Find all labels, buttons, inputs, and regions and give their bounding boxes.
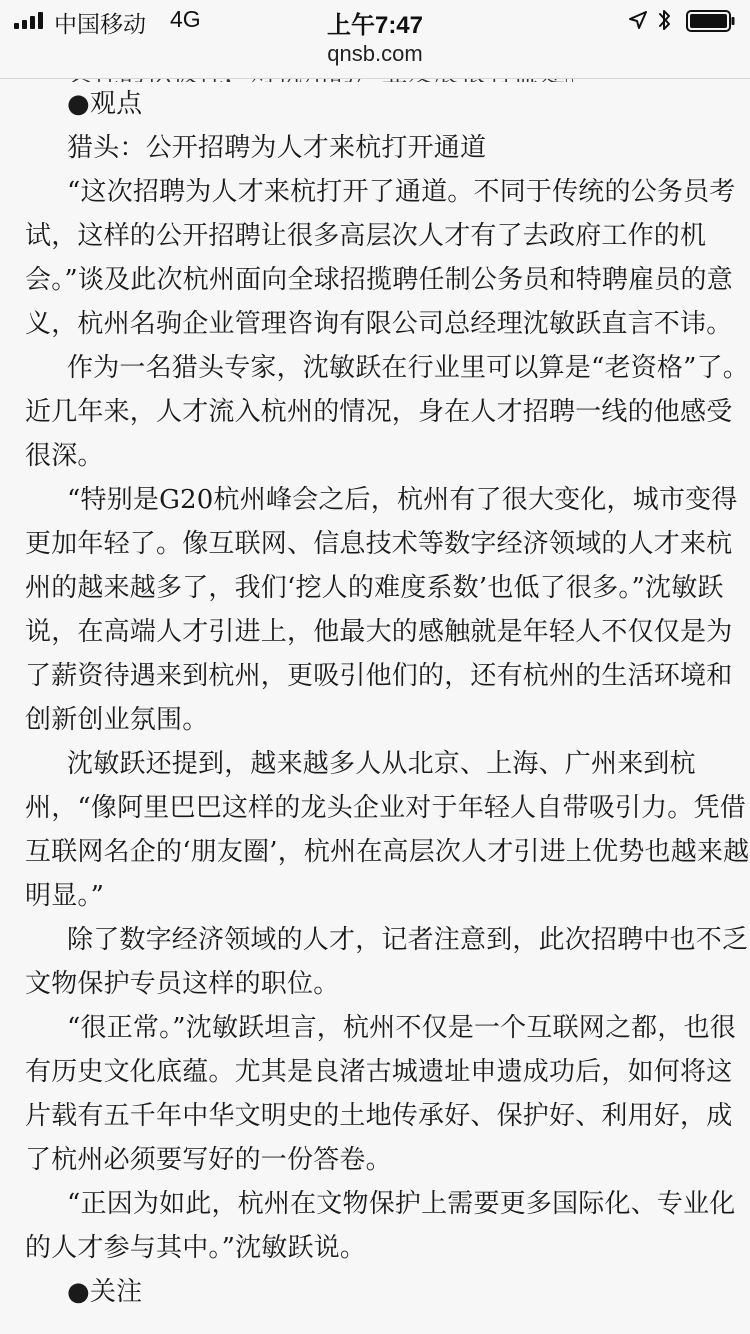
status-bar (0, 0, 750, 40)
clock: 上午7:47 (326, 12, 424, 39)
article-subhead: 猎头：公开招聘为人才来杭打开通道 (67, 133, 487, 163)
location-arrow-icon (628, 10, 648, 30)
paragraph: “正因为如此，杭州在文物保护上需要更多国际化、专业化的人才参与其中。”沈敏跃说。 (25, 1189, 736, 1263)
paragraph: 沈敏跃还提到，越来越多人从北京、上海、广州来到杭州，“像阿里巴巴这样的龙头企业对于年轻人自带吸引力。凭借互联网名企的‘朋友圈’，杭州在高层次人才引进上优势也越来越明显。” (25, 749, 750, 911)
battery-icon (686, 10, 736, 32)
url-text: qnsb.com (327, 41, 423, 66)
url-bar[interactable] (0, 40, 750, 79)
section-heading-focus: ●关注 (67, 1277, 143, 1307)
paragraph: “很正常。”沈敏跃坦言，杭州不仅是一个互联网之都，也很有历史文化底蕴。尤其是良渚古城遗址申遗成功后，如何将这片载有五千年中华文明史的土地传承好、保护好、利用好，成了杭州必须要写好的一份答卷。 (25, 1013, 736, 1175)
section-heading-view: ●观点 (67, 89, 143, 119)
paragraph: “特别是G20杭州峰会之后，杭州有了很大变化，城市变得更加年轻了。像互联网、信息技术等数字经济领域的人才来杭州的越来越多了，我们‘挖人的难度系数’也低了很多。”沈敏跃说，在高端人才引进上，他最大的感触就是年轻人不仅仅是为了薪资待遇来到杭州，更吸引他们的，还有杭州的生活环境和创新创业氛围。 (25, 485, 738, 735)
carrier-name: 中国移动 (54, 11, 146, 37)
paragraph: 除了数字经济领域的人才，记者注意到，此次招聘中也不乏文物保护专员这样的职位。 (25, 925, 749, 999)
paragraph: 作为一名猎头专家，沈敏跃在行业里可以算是“老资格”了。近几年来，人才流入杭州的情况，身在人才招聘一线的他感受很深。 (25, 353, 749, 471)
network-type: 4G (170, 6, 201, 32)
paragraph: “这次招聘为人才来杭打开了通道。不同于传统的公务员考试，这样的公开招聘让很多高层次人才有了去政府工作的机会。”谈及此次杭州面向全球招揽聘任制公务员和特聘雇员的意义，杭州名驹企业管理咨询有限公司总经理沈敏跃直言不讳。 (25, 177, 736, 339)
bluetooth-icon (657, 8, 673, 32)
article-body (25, 52, 750, 1314)
